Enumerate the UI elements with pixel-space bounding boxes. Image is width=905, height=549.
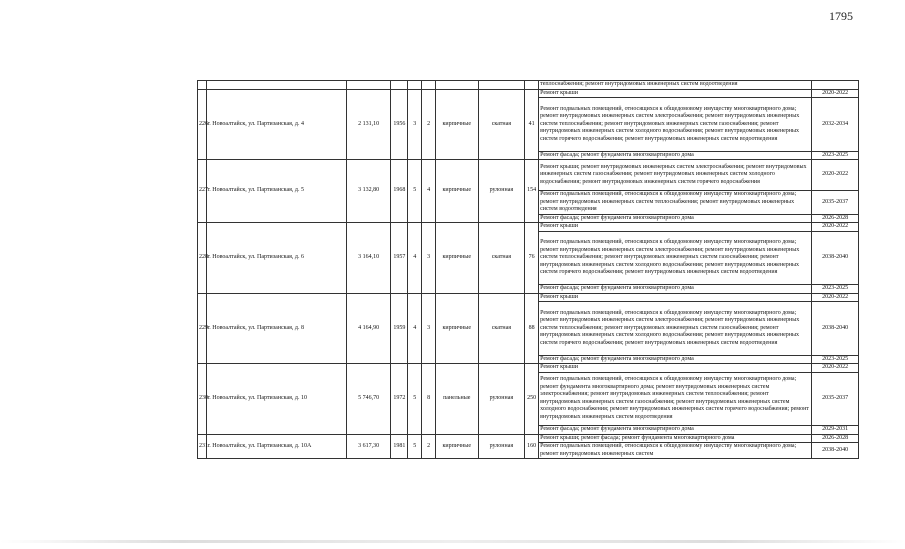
work-period: 2020-2022 <box>812 223 859 232</box>
work-period: 2038-2040 <box>812 443 859 459</box>
work-period: 2035-2037 <box>812 191 859 215</box>
empty-cell <box>206 81 346 90</box>
work-description: Ремонт фасада; ремонт фундамента многоквартирного дома <box>539 285 812 294</box>
work-period: 2035-2037 <box>812 372 859 426</box>
total-area: 4 164,90 <box>346 293 391 364</box>
house-address: г. Новоалтайск, ул. Партизанская, д. 4 <box>206 89 346 160</box>
entrance-count: 2 <box>422 89 436 160</box>
work-period: 2038-2040 <box>812 302 859 356</box>
work-description: Ремонт крыши <box>539 293 812 302</box>
house-number: 231 <box>198 434 207 459</box>
empty-cell <box>198 81 207 90</box>
empty-cell <box>346 81 391 90</box>
wall-material: кирпичные <box>436 434 479 459</box>
apartment-count: 160 <box>525 434 539 459</box>
work-description: Ремонт фасада; ремонт фундамента многоквартирного дома <box>539 355 812 364</box>
work-description: Ремонт крыши; ремонт внутридомовых инженерных систем электроснабжения; ремонт внутридомовых инженерных систем газоснабжения; ремонт внутридомовых инженерных систем холодного водоснабжения; ремонт внутридомовых инженерных систем горячего водоснабжения <box>539 160 812 191</box>
build-year: 1956 <box>391 89 408 160</box>
house-address: г. Новоалтайск, ул. Партизанская, д. 6 <box>206 223 346 294</box>
house-number: 227 <box>198 160 207 223</box>
total-area: 3 132,80 <box>346 160 391 223</box>
work-period: 2038-2040 <box>812 231 859 285</box>
entrance-count: 3 <box>422 223 436 294</box>
housing-register-table <box>197 80 859 459</box>
roof-type: скатная <box>478 89 525 160</box>
total-area: 2 131,10 <box>346 89 391 160</box>
entrance-count: 8 <box>422 364 436 435</box>
work-period: 2023-2025 <box>812 151 859 160</box>
house-number: 226 <box>198 89 207 160</box>
floor-count: 5 <box>408 160 422 223</box>
floor-count: 5 <box>408 434 422 459</box>
entrance-count: 2 <box>422 434 436 459</box>
work-description: Ремонт фасада; ремонт фундамента многоквартирного дома <box>539 426 812 435</box>
work-period: 2020-2022 <box>812 160 859 191</box>
empty-cell <box>436 81 479 90</box>
house-address: г. Новоалтайск, ул. Партизанская, д. 10А <box>206 434 346 459</box>
work-period: 2026-2028 <box>812 434 859 443</box>
table-row <box>198 293 859 302</box>
empty-cell <box>525 81 539 90</box>
entrance-count: 4 <box>422 160 436 223</box>
build-year: 1981 <box>391 434 408 459</box>
build-year: 1957 <box>391 223 408 294</box>
work-description: Ремонт подвальных помещений, относящихся к общедомовому имуществу многоквартирного дома; ремонт фундамента многоквартирного дома; ремонт внутридомовых инженерных систем электроснабжения; ремонт внутридомовых инженерных систем теплоснабжения; ремонт внутридомовых инженерных систем газоснабжения; ремонт внутридомовых инженерных систем холодного водоснабжения; ремонт внутридомовых инженерных систем горячего водоснабжения; ремонт внутридомовых инженерных систем водоотведения <box>539 372 812 426</box>
work-description: Ремонт подвальных помещений, относящихся к общедомовому имуществу многоквартирного дома; ремонт внутридомовых инженерных систем электроснабжения; ремонт внутридомовых инженерных систем теплоснабжения; ремонт внутридомовых инженерных систем газоснабжения; ремонт внутридомовых инженерных систем холодного водоснабжения; ремонт внутридомовых инженерных систем горячего водоснабжения; ремонт внутридомовых инженерных систем водоотведения <box>539 231 812 285</box>
empty-cell <box>478 81 525 90</box>
work-period: 2023-2025 <box>812 285 859 294</box>
work-period: 2020-2022 <box>812 89 859 98</box>
house-number: 230 <box>198 364 207 435</box>
roof-type: рулонная <box>478 364 525 435</box>
apartment-count: 76 <box>525 223 539 294</box>
work-description: теплоснабжения; ремонт внутридомовых инженерных систем водоотведения <box>539 81 812 90</box>
work-description: Ремонт подвальных помещений, относящихся к общедомовому имуществу многоквартирного дома; ремонт внутридомовых инженерных систем электроснабжения; ремонт внутридомовых инженерных систем теплоснабжения; ремонт внутридомовых инженерных систем газоснабжения; ремонт внутридомовых инженерных систем холодного водоснабжения; ремонт внутридомовых инженерных систем горячего водоснабжения; ремонт внутридомовых инженерных систем водоотведения <box>539 98 812 152</box>
wall-material: кирпичные <box>436 293 479 364</box>
house-address: г. Новоалтайск, ул. Партизанская, д. 10 <box>206 364 346 435</box>
wall-material: кирпичные <box>436 223 479 294</box>
work-description: Ремонт крыши <box>539 223 812 232</box>
table-row <box>198 89 859 98</box>
apartment-count: 88 <box>525 293 539 364</box>
empty-cell <box>391 81 408 90</box>
table-row <box>198 364 859 373</box>
empty-cell <box>408 81 422 90</box>
roof-type: скатная <box>478 223 525 294</box>
wall-material: кирпичные <box>436 160 479 223</box>
build-year: 1959 <box>391 293 408 364</box>
roof-type: рулонная <box>478 434 525 459</box>
work-period <box>812 81 859 90</box>
build-year: 1968 <box>391 160 408 223</box>
roof-type: рулонная <box>478 160 525 223</box>
empty-cell <box>422 81 436 90</box>
scan-edge <box>0 540 905 543</box>
work-description: Ремонт подвальных помещений, относящихся к общедомовому имуществу многоквартирного дома; ремонт внутридомовых инженерных систем <box>539 443 812 459</box>
apartment-count: 41 <box>525 89 539 160</box>
work-period: 2020-2022 <box>812 364 859 373</box>
work-period: 2026-2028 <box>812 214 859 223</box>
work-period: 2020-2022 <box>812 293 859 302</box>
floor-count: 3 <box>408 89 422 160</box>
build-year: 1972 <box>391 364 408 435</box>
entrance-count: 3 <box>422 293 436 364</box>
work-period: 2023-2025 <box>812 355 859 364</box>
house-address: г. Новоалтайск, ул. Партизанская, д. 5 <box>206 160 346 223</box>
apartment-count: 250 <box>525 364 539 435</box>
work-description: Ремонт подвальных помещений, относящихся к общедомовому имуществу многоквартирного дома; ремонт внутридомовых инженерных систем электроснабжения; ремонт внутридомовых инженерных систем теплоснабжения; ремонт внутридомовых инженерных систем газоснабжения; ремонт внутридомовых инженерных систем холодного водоснабжения; ремонт внутридомовых инженерных систем горячего водоснабжения; ремонт внутридомовых инженерных систем водоотведения <box>539 302 812 356</box>
total-area: 3 164,10 <box>346 223 391 294</box>
table-row <box>198 434 859 443</box>
work-description: Ремонт крыши; ремонт фасада; ремонт фундамента многоквартирного дома <box>539 434 812 443</box>
register-body <box>198 81 859 459</box>
floor-count: 4 <box>408 293 422 364</box>
work-description: Ремонт фасада; ремонт фундамента многоквартирного дома <box>539 151 812 160</box>
work-period: 2029-2031 <box>812 426 859 435</box>
wall-material: кирпичные <box>436 89 479 160</box>
house-number: 228 <box>198 223 207 294</box>
floor-count: 5 <box>408 364 422 435</box>
house-number: 229 <box>198 293 207 364</box>
total-area: 5 746,70 <box>346 364 391 435</box>
work-period: 2032-2034 <box>812 98 859 152</box>
house-address: г. Новоалтайск, ул. Партизанская, д. 8 <box>206 293 346 364</box>
work-description: Ремонт крыши <box>539 364 812 373</box>
floor-count: 4 <box>408 223 422 294</box>
work-description: Ремонт крыши <box>539 89 812 98</box>
continuation-row <box>198 81 859 90</box>
wall-material: панельные <box>436 364 479 435</box>
work-description: Ремонт фасада; ремонт фундамента многоквартирного дома <box>539 214 812 223</box>
work-description: Ремонт подвальных помещений, относящихся к общедомовому имуществу многоквартирного дома; ремонт внутридомовых инженерных систем теплоснабжения; ремонт внутридомовых инженерных систем водоотведения <box>539 191 812 215</box>
table-row <box>198 223 859 232</box>
table-row <box>198 160 859 191</box>
total-area: 3 617,30 <box>346 434 391 459</box>
roof-type: скатная <box>478 293 525 364</box>
apartment-count: 154 <box>525 160 539 223</box>
page-number: 1795 <box>829 9 853 23</box>
